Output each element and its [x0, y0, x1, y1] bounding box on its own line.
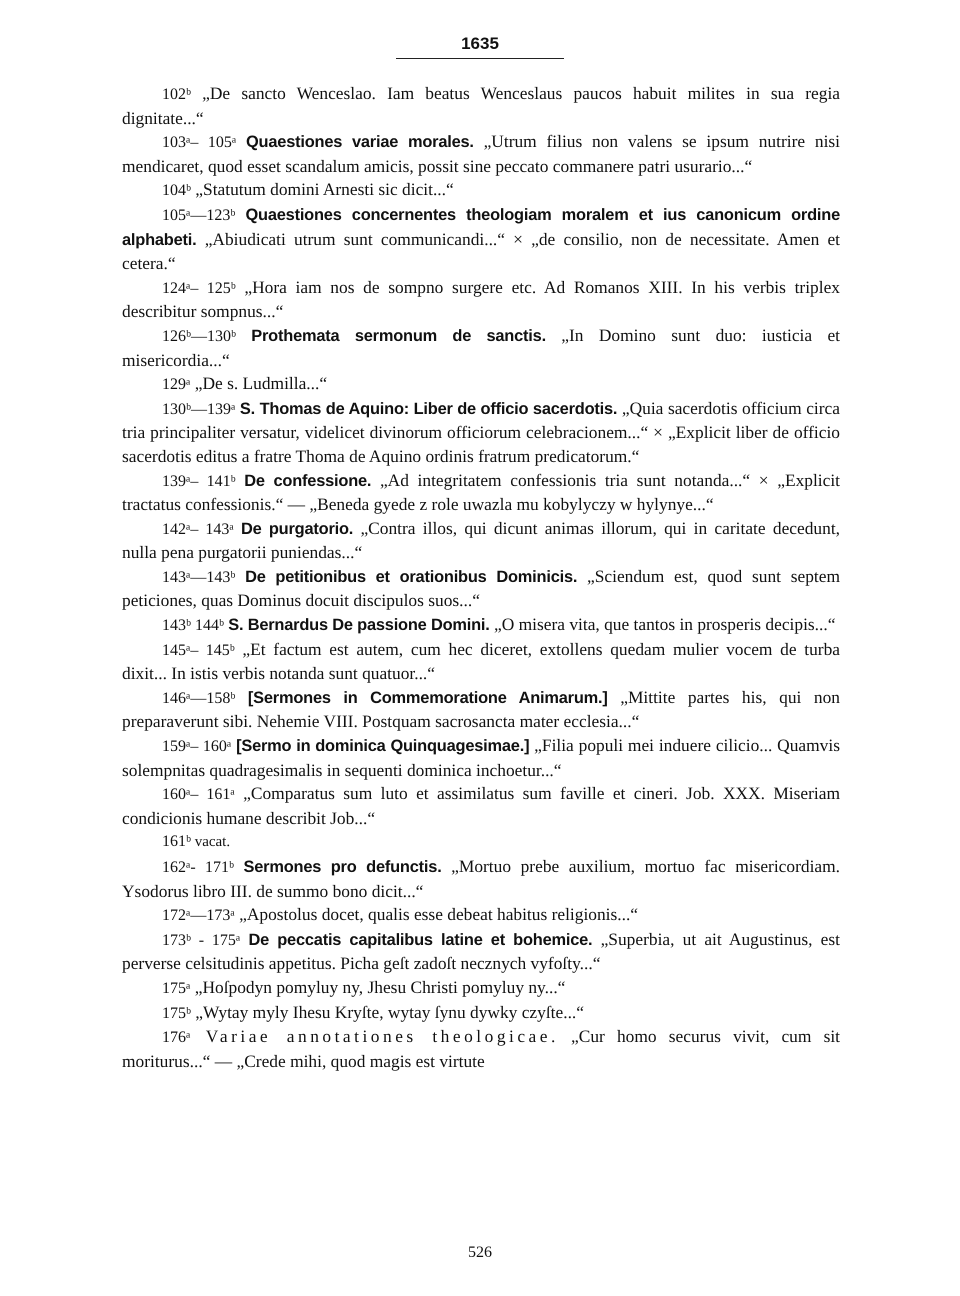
- entry-title: Quaestiones variae morales.: [236, 133, 474, 152]
- entry-text: „O misera vita, que tantos in prosperis decipis...“: [489, 614, 836, 635]
- entry-title: De confessione.: [235, 471, 372, 490]
- entry-title: Quaestiones concernentes theologiam moralem et ius canonicum ordine alphabeti.: [122, 205, 840, 249]
- catalog-entry: [122, 324, 840, 372]
- catalog-entry: [122, 469, 840, 517]
- catalog-entry: [122, 830, 840, 855]
- entry-text: „Mortuo prebe auxilium, mortuo fac misericordiam. Ysodorus libro III. de summo bono dicit...“: [122, 856, 841, 901]
- entry-text: „In Domino sunt duo: iusticia et misericordia...“: [122, 324, 840, 370]
- folio-range: 126ᵇ—130ᵇ: [162, 327, 236, 345]
- entry-text: „Et factum est autem, cum hec diceret, extollens quedam mulier vocem de turba dixit... In istis verbis notanda sunt quatuor...“: [122, 638, 840, 684]
- catalog-entry: [122, 565, 840, 613]
- catalog-body: [122, 82, 840, 1073]
- catalog-entry: [122, 372, 840, 397]
- catalog-entry: [122, 82, 840, 130]
- entry-text: „Comparatus sum luto et assimilatus sum faville et cineri. Job. XXX. Miseriam condicionis humane describit Job...“: [122, 783, 840, 828]
- entry-title: [Sermo in dominica Quinquagesimae.]: [231, 737, 530, 756]
- entry-text: „De s. Ludmilla...“: [190, 373, 328, 394]
- entry-text: „De sancto Wenceslao. Iam beatus Wenceslaus paucos habuit milites in sua regia dignitate...“: [122, 83, 840, 128]
- folio-range: 139ᵃ– 141ᵇ: [162, 472, 236, 490]
- folio-range: 172ᵃ—173ᵃ: [162, 907, 235, 925]
- entry-text: „Hoſpodyn pomyluy ny, Jhesu Christi pomyluy ny...“: [190, 976, 566, 997]
- entry-text: „Quia sacerdotis officium circa tria principaliter versatur, videlicet divinorum officiorum celebracionem...“ × „Explicit liber de officio sacerdotis editus a fratre Thoma de Aquino ordinis fratrum predicatorum.“: [122, 397, 840, 466]
- folio-range: 143ᵇ 144ᵇ: [162, 617, 224, 635]
- entry-text: „Wytay myly Ihesu Kryſte, wytay ſynu dywky czyſte...“: [190, 1001, 584, 1022]
- catalog-entry: [122, 928, 840, 976]
- folio-range: 102ᵇ: [162, 86, 191, 103]
- catalog-entry: [122, 1025, 840, 1073]
- entry-text: „Statutum domini Arnesti sic dicit...“: [190, 179, 454, 200]
- folio-range: 176ᵃ: [162, 1029, 191, 1047]
- folio-range: 146ᵃ—158ᵇ: [162, 689, 236, 707]
- catalog-entry: [122, 1001, 840, 1026]
- entry-title: Prothemata sermonum de sanctis.: [235, 326, 546, 345]
- folio-number-footer: 526: [468, 1244, 492, 1261]
- entry-text: „Contra illos, qui dicunt animas illorum, qui in caritate decedunt, nulla pena purgatorii puniendas...“: [122, 517, 841, 563]
- entry-title: S. Bernardus De passione Domini.: [223, 616, 490, 635]
- catalog-entry: [122, 613, 840, 638]
- entry-text: „Cur homo securus vivit, cum sit moriturus...“ — „Crede mihi, quod magis est virtute: [122, 1026, 840, 1071]
- entry-text: „Filia populi mei induere cilicio... Quamvis solempnitas quadragesimalis in sequenti dominica inchoetur...“: [122, 735, 840, 780]
- folio-range: 145ᵃ– 145ᵇ: [162, 641, 235, 659]
- entry-title: [Sermones in Commemoratione Animarum.]: [235, 688, 608, 707]
- catalog-entry: [122, 203, 840, 276]
- entry-text: „Superbia, ut ait Augustinus, est perverse celsitudinis appetitus. Picha geſt zadoſt necznych vyfoſty...“: [122, 928, 840, 974]
- folio-range: 161ᵇ: [162, 833, 191, 851]
- catalog-entry: [122, 178, 840, 203]
- catalog-entry: [122, 130, 840, 178]
- entry-title: Sermones pro defunctis.: [233, 858, 442, 876]
- entry-text: vacat.: [190, 834, 231, 851]
- entry-text: „Sciendum est, quod sunt septem peticiones, quas Dominus docuit discipulos suos...“: [122, 565, 840, 611]
- header-rule: [396, 58, 564, 59]
- folio-range: 104ᵇ: [162, 182, 191, 200]
- folio-range: 173ᵇ - 175ᵃ: [162, 931, 241, 949]
- catalog-entry: [122, 397, 840, 469]
- folio-range: 103ᵃ– 105ᵃ: [162, 134, 237, 152]
- folio-range: 175ᵇ: [162, 1004, 191, 1022]
- folio-range: 159ᵃ– 160ᵃ: [162, 738, 232, 756]
- entry-text: „Abiudicati utrum sunt communicandi...“ × „de consilio, non de necessitate. Amen et cetera.“: [122, 228, 840, 274]
- folio-range: 142ᵃ– 143ᵃ: [162, 520, 234, 538]
- folio-range: 162ᵃ- 171ᵇ: [162, 859, 234, 876]
- entry-title: S. Thomas de Aquino: Liber de officio sacerdotis.: [235, 399, 618, 418]
- catalog-entry: [122, 782, 840, 830]
- catalog-entry: [122, 686, 840, 734]
- catalog-entry: [122, 638, 840, 686]
- entry-text: „Ad integritatem confessionis tria sunt notanda...“ × „Explicit tractatus confessionis.“ — „Beneda gyede z role uwazla mu kobylyczy w hylynye...“: [122, 469, 840, 515]
- catalog-entry: [122, 855, 840, 903]
- folio-range: 129ᵃ: [162, 376, 191, 394]
- entry-text: „Utrum filius non valens se ipsum nutrire nisi mendicaret, quod esset scandalum amicis, possit sine peccato commanere patri usurario...“: [122, 131, 841, 176]
- catalog-entry: [122, 903, 840, 928]
- catalog-entry: [122, 734, 840, 782]
- entry-title: De petitionibus et orationibus Dominicis.: [235, 567, 578, 586]
- folio-range: 124ᵃ– 125ᵇ: [162, 279, 236, 297]
- folio-range: 160ᵃ– 161ᵃ: [162, 786, 235, 804]
- entry-title: De purgatorio.: [233, 519, 354, 538]
- catalog-entry: [122, 276, 840, 324]
- catalog-entry: [122, 976, 840, 1001]
- entry-title: De peccatis capitalibus latine et bohemice.: [240, 930, 593, 949]
- entry-text: „Hora iam nos de sompno surgere etc. Ad Romanos XIII. In his verbis triplex describitur sompnus...“: [122, 276, 840, 322]
- catalog-entry: [122, 517, 840, 565]
- page-number-header: 1635: [461, 34, 499, 53]
- folio-range: 143ᵃ—143ᵇ: [162, 568, 236, 586]
- folio-range: 130ᵇ—139ᵃ: [162, 400, 236, 418]
- entry-spaced-title: Variae annotationes theologicae.: [190, 1026, 559, 1047]
- folio-range: 105ᵃ—123ᵇ: [162, 206, 236, 224]
- entry-text: „Mittite partes his, qui non preparaverunt sibi. Nehemie VIII. Postquam sacrosancta mater ecclesia...“: [122, 686, 840, 732]
- entry-text: „Apostolus docet, qualis esse debeat habitus religionis...“: [234, 904, 639, 925]
- folio-range: 175ᵃ: [162, 979, 191, 997]
